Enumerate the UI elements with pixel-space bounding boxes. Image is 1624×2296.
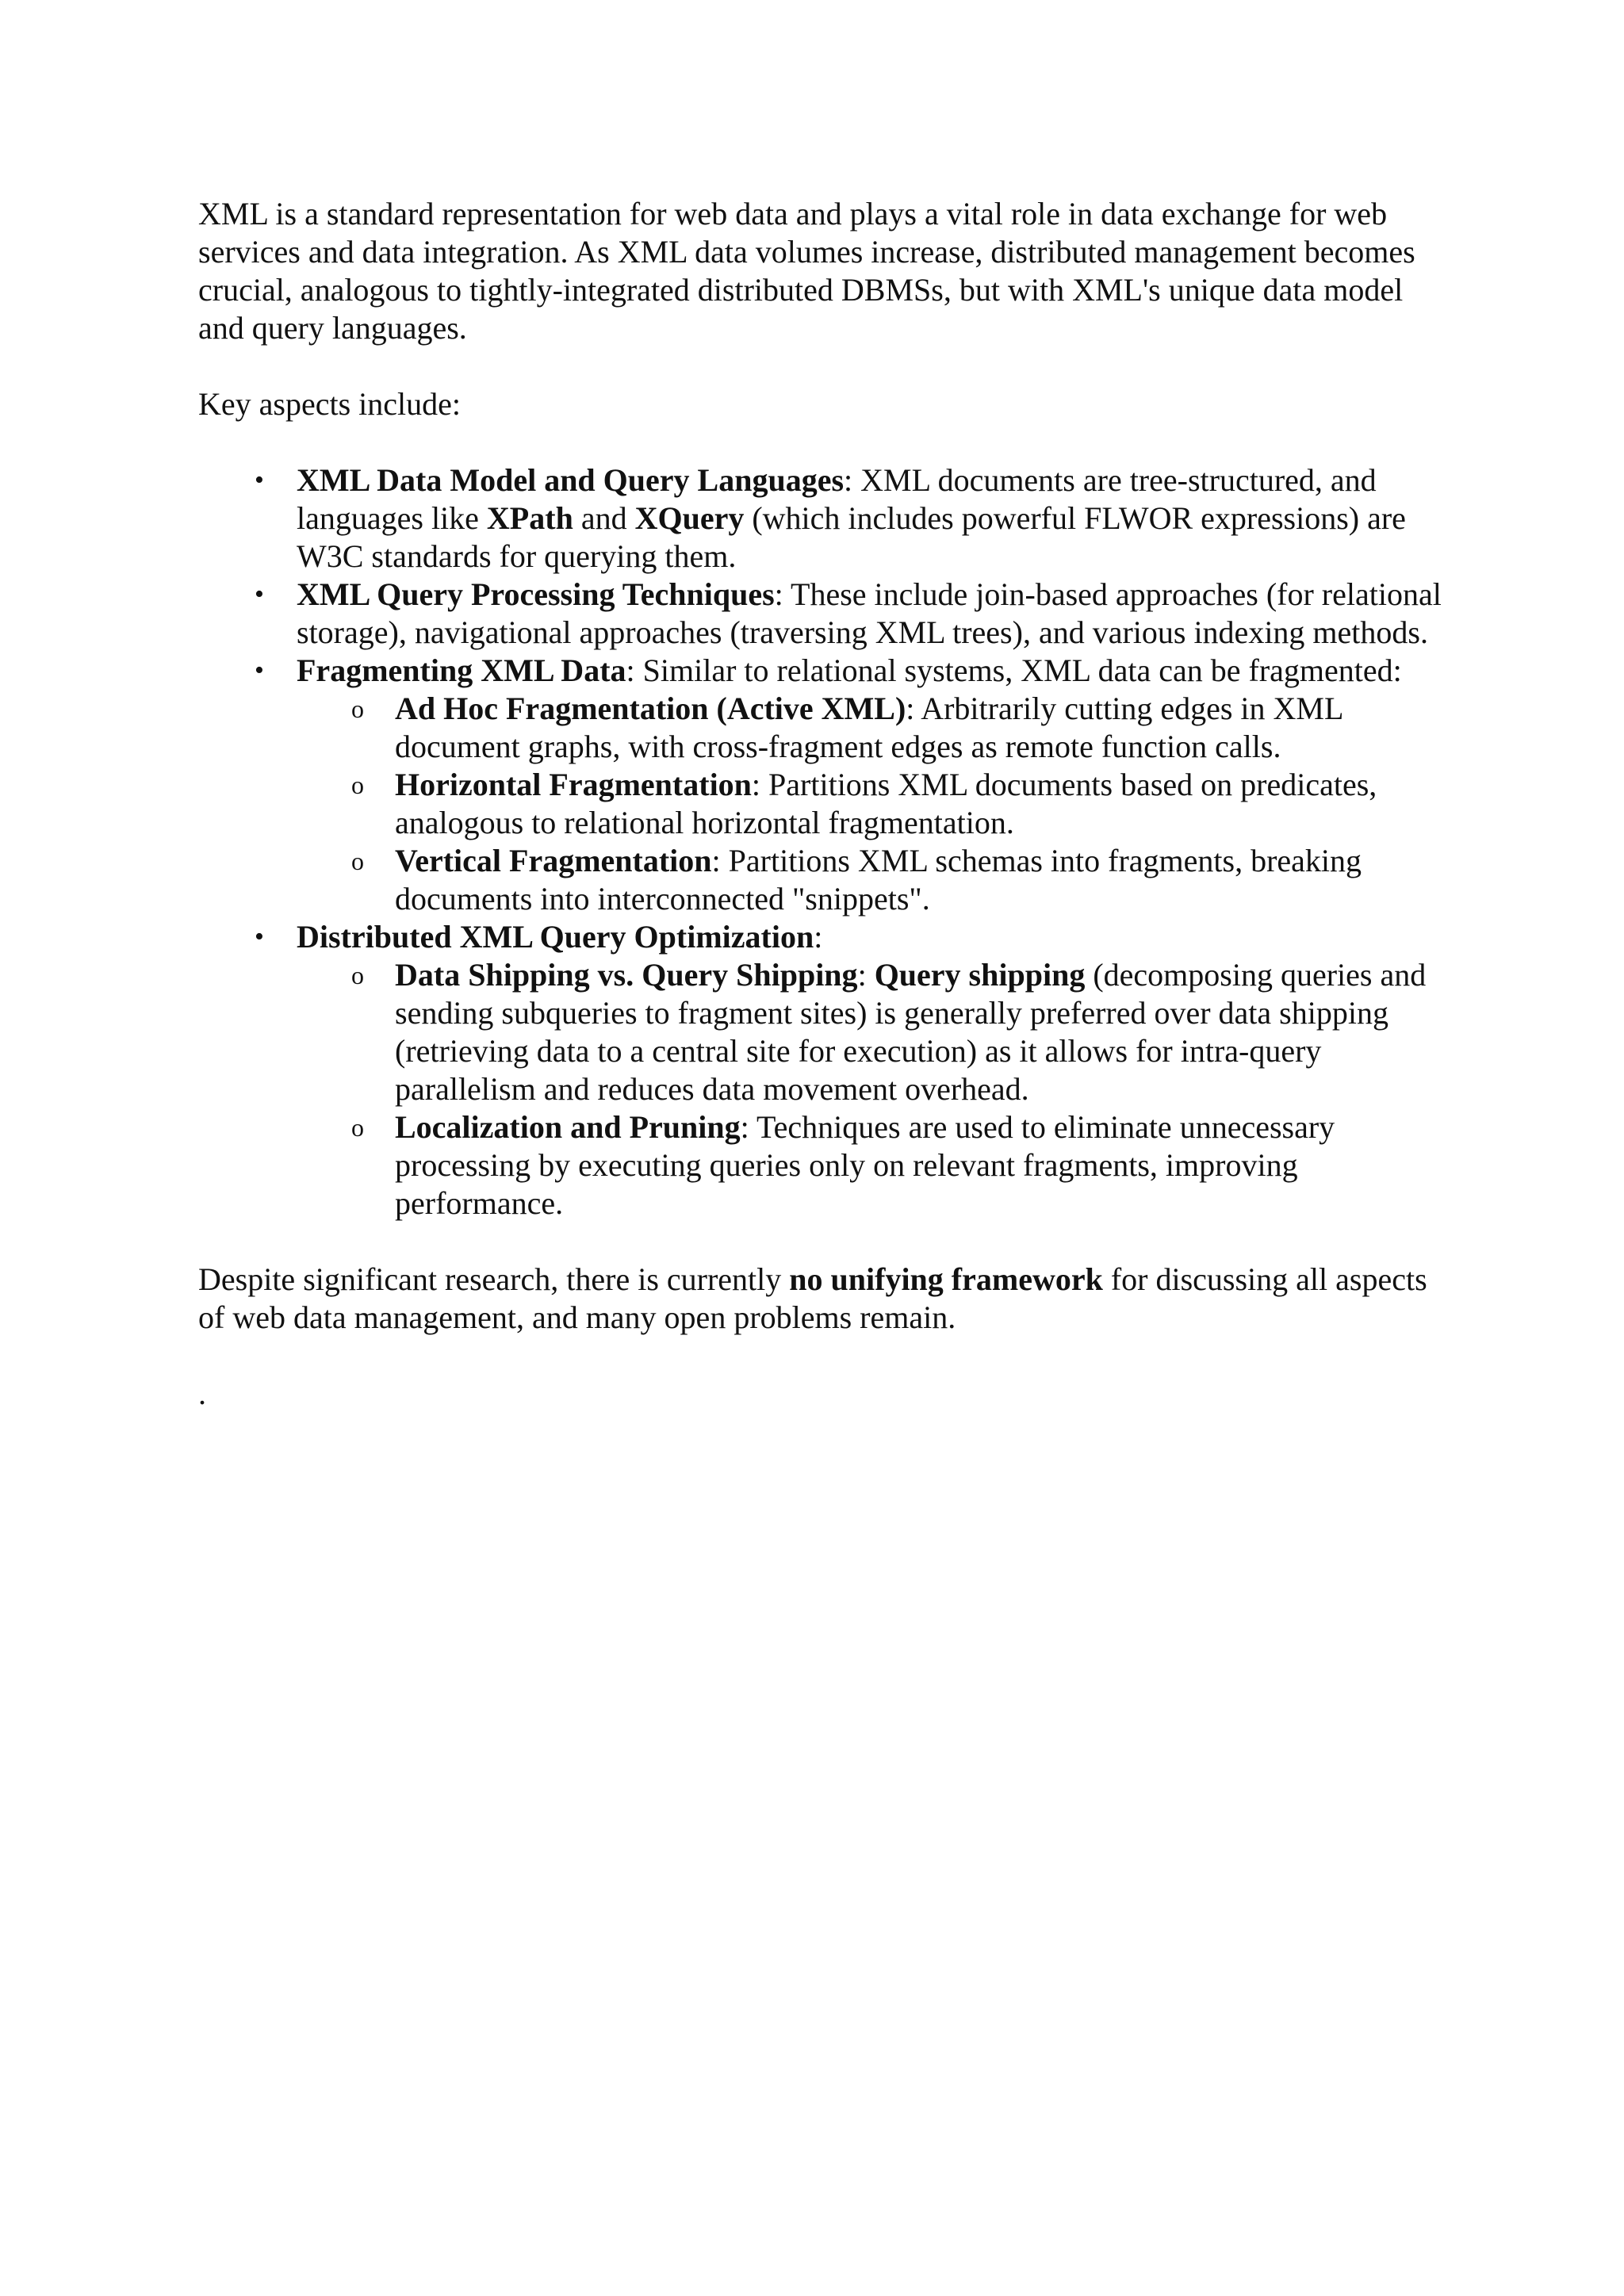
term: XQuery bbox=[634, 500, 745, 536]
sub-title: Vertical Fragmentation bbox=[395, 843, 712, 878]
circle-bullet-icon: o bbox=[351, 771, 364, 799]
term: no unifying framework bbox=[789, 1261, 1103, 1297]
aspect-title: Distributed XML Query Optimization bbox=[297, 919, 814, 955]
bullet-icon: • bbox=[255, 580, 264, 609]
conclusion-paragraph: Despite significant research, there is currently no unifying framework for discussing all aspects of web data management, and many open problems remain. bbox=[198, 1261, 1427, 1335]
sub-list-item: o Data Shipping vs. Query Shipping: Query shipping (decomposing queries and sending subqueries to fragment sites) is generally preferred over data shipping (retrieving data to a central site for execution) as it allows for intra-query parallelism and reduces data movement overhead. bbox=[198, 956, 1451, 1108]
sub-title: Ad Hoc Fragmentation (Active XML) bbox=[395, 691, 906, 726]
term: Query shipping bbox=[874, 957, 1086, 993]
intro-paragraph: XML is a standard representation for web data and plays a vital role in data exchange for web services and data integration. As XML data volumes increase, distributed management becomes crucial, analogous to tightly-integrated distributed DBMSs, but with XML's unique data model and query languages. bbox=[198, 196, 1415, 346]
circle-bullet-icon: o bbox=[351, 847, 364, 875]
circle-bullet-icon: o bbox=[351, 695, 364, 723]
sub-title: Horizontal Fragmentation bbox=[395, 767, 752, 802]
aspects-list bbox=[198, 461, 1451, 1223]
key-aspects-heading: Key aspects include: bbox=[198, 386, 461, 422]
sub-list bbox=[297, 956, 1451, 1223]
aspect-title: XML Data Model and Query Languages bbox=[297, 462, 845, 498]
list-item: • Distributed XML Query Optimization: o Data Shipping vs. Query Shipping: Query shipping (decomposing queries and sending subqueries to fragment sites) is generally preferred over data shipping (retrieving data to a central site for execution) as it allows for intra-query parallelism and reduces data movement overhead. o Localization and Pruning: Techniques are used to eliminate unnecessary processing by executing queries only on relevant fragments, improving performance. bbox=[198, 918, 1451, 1223]
sub-list bbox=[297, 690, 1451, 918]
bullet-icon: • bbox=[255, 465, 264, 495]
document-page bbox=[198, 195, 1451, 1413]
bullet-icon: • bbox=[255, 922, 264, 951]
sub-list-item: o Localization and Pruning: Techniques are used to eliminate unnecessary processing by executing queries only on relevant fragments, improving performance. bbox=[198, 1108, 1451, 1223]
circle-bullet-icon: o bbox=[351, 961, 364, 989]
aspect-title: Fragmenting XML Data bbox=[297, 652, 626, 688]
circle-bullet-icon: o bbox=[351, 1113, 364, 1142]
sub-list-item: o Horizontal Fragmentation: Partitions XML documents based on predicates, analogous to relational horizontal fragmentation. bbox=[198, 766, 1451, 842]
sub-title: Data Shipping vs. Query Shipping bbox=[395, 957, 858, 993]
list-item: • XML Query Processing Techniques: These include join-based approaches (for relational storage), navigational approaches (traversing XML trees), and various indexing methods. bbox=[198, 576, 1451, 652]
sub-title: Localization and Pruning bbox=[395, 1109, 741, 1145]
list-item: • Fragmenting XML Data: Similar to relational systems, XML data can be fragmented: o Ad Hoc Fragmentation (Active XML): Arbitrarily cutting edges in XML document graphs, with cross-fragment edges as remote function calls. o Horizontal Fragmentation: Partitions XML documents based on predicates, analogous to relational horizontal fragmentation. o Vertical Fragmentation: Partitions XML schemas into fragments, breaking documents into interconnected "snippets". bbox=[198, 652, 1451, 918]
bullet-icon: • bbox=[255, 656, 264, 685]
aspect-title: XML Query Processing Techniques bbox=[297, 576, 775, 612]
list-item: • XML Data Model and Query Languages: XML documents are tree-structured, and languages like XPath and XQuery (which includes powerful FLWOR expressions) are W3C standards for querying them. bbox=[198, 461, 1451, 576]
term: XPath bbox=[486, 500, 573, 536]
sub-list-item: o Ad Hoc Fragmentation (Active XML): Arbitrarily cutting edges in XML document graphs, with cross-fragment edges as remote function calls. bbox=[198, 690, 1451, 766]
trailing-dot: . bbox=[198, 1376, 206, 1411]
sub-list-item: o Vertical Fragmentation: Partitions XML schemas into fragments, breaking documents into interconnected "snippets". bbox=[198, 842, 1451, 918]
